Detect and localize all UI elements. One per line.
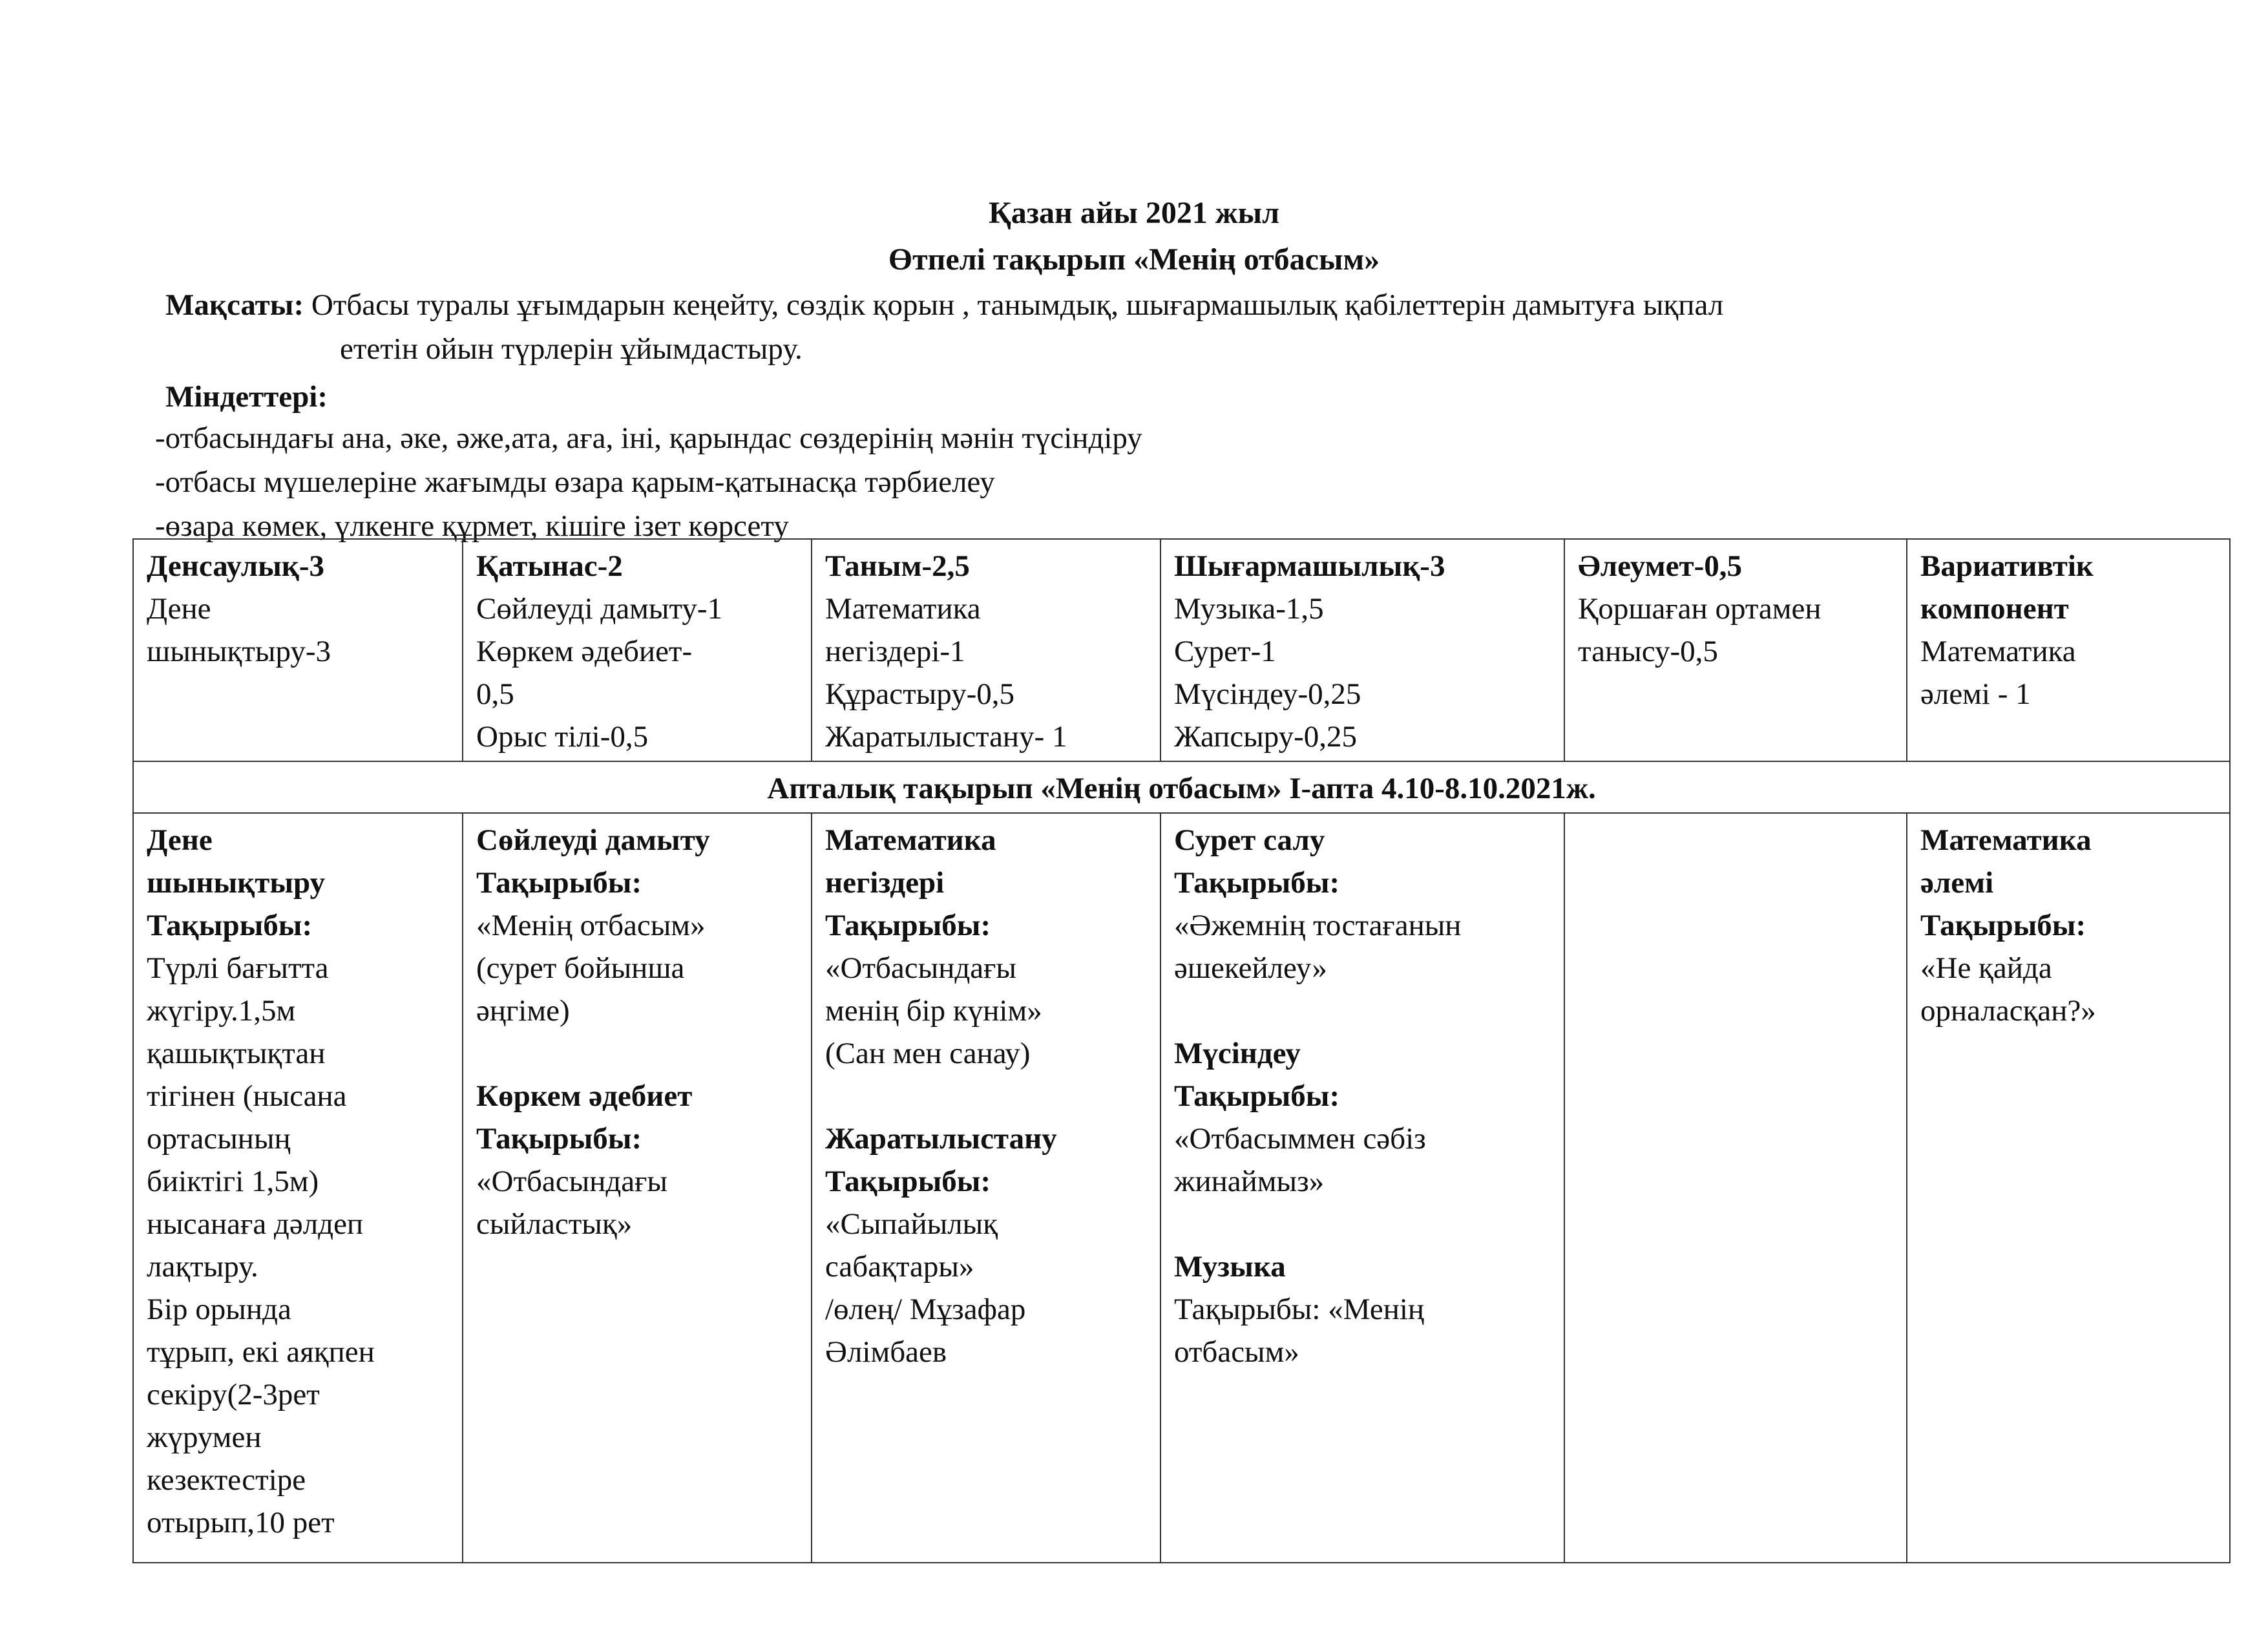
area-line: Мүсіндеу-0,25 [1174,677,1361,711]
lesson-line: «Не қайда [1920,951,2052,985]
lesson-line: биіктігі 1,5м) [147,1165,319,1198]
week-title: Апталық тақырып «Менің отбасым» І-апта 4.10-8.10.2021ж. [133,761,2230,813]
area-line: Музыка-1,5 [1174,592,1324,626]
spacer [825,1075,1147,1117]
area-line: Жапсыру-0,25 [1174,720,1358,754]
area-cell-creativity [1160,539,1564,761]
lesson-line: «Менің отбасым» [476,909,706,942]
lesson-line: «Отбасындағы [825,951,1016,985]
lesson-title: шынықтыру [147,866,326,900]
goal-block [165,283,2181,371]
lesson-topic-label: Тақырыбы: [476,1122,642,1156]
area-line: негіздері-1 [825,635,965,668]
lesson-line: Бір орында [147,1293,291,1326]
lesson-topic-label: Тақырыбы: [1174,866,1340,900]
document-title: Қазан айы 2021 жыл [988,196,1280,230]
lesson-line: нысанаға дәлдеп [147,1207,364,1241]
area-cell-variative [1907,539,2230,761]
lesson-cell-creativity [1160,813,1564,1563]
lesson-line: (сурет бойынша [476,951,685,985]
lesson-title: Сурет салу [1174,823,1325,857]
lesson-line: менің бір күнім» [825,994,1042,1028]
lesson-topic-label: Тақырыбы: [476,866,642,900]
lesson-line: тұрып, екі аяқпен [147,1335,375,1369]
area-line: танысу-0,5 [1578,635,1718,668]
goal-text-line-1: Отбасы туралы ұғымдарын кеңейту, сөздік қорын , танымдық, шығармашылық қабілеттерін дамытуға ықпал [311,288,1724,322]
lesson-line: жүгіру.1,5м [147,994,296,1028]
lesson-topic-label: Тақырыбы: [825,909,991,942]
area-line: Сурет-1 [1174,635,1276,668]
area-line: Орыс тілі-0,5 [476,720,649,754]
lesson-line: орналасқан?» [1920,994,2096,1028]
goal-text-line-2: ететін ойын түрлерін ұйымдастыру. [340,332,803,366]
lesson-cell-physical [133,813,463,1563]
lesson-topic-label: Тақырыбы: [147,909,313,942]
lesson-title: негіздері [825,866,945,900]
area-cell-health [133,539,463,761]
lesson-line: секіру(2-3рет [147,1378,320,1411]
lesson-cell-social-empty [1564,813,1907,1563]
area-title: Шығармашылық-3 [1174,549,1445,583]
lesson-line: «Сыпайылық [825,1207,998,1241]
area-line: Қоршаған ортамен [1578,592,1822,626]
lesson-line: әшекейлеу» [1174,951,1327,985]
lesson-title: Математика [1920,823,2092,857]
area-title: компонент [1920,592,2069,626]
tasks-list [155,416,1142,548]
lesson-line: Түрлі бағытта [147,951,329,985]
lesson-cell-cognition [812,813,1160,1563]
area-cell-communication [463,539,812,761]
area-title: Денсаулық-3 [147,549,325,583]
lessons-row [133,813,2230,1563]
area-cell-cognition [812,539,1160,761]
lesson-title: әлемі [1920,866,1994,900]
area-line: Дене [147,592,211,626]
spacer [1174,1203,1551,1245]
tasks-label: Міндеттері: [165,380,328,414]
lesson-line: ортасының [147,1122,291,1156]
spacer [476,1032,798,1075]
lesson-line: жинаймыз» [1174,1165,1325,1198]
lesson-topic-label: Тақырыбы: [1920,909,2086,942]
lesson-topic-label: Тақырыбы: [1174,1079,1340,1113]
lesson-line: /өлең/ Мұзафар [825,1293,1026,1326]
area-line: Құрастыру-0,5 [825,677,1014,711]
lesson-line: Әлімбаев [825,1335,947,1369]
lesson-line: лақтыру. [147,1250,258,1284]
lesson-title: Математика [825,823,996,857]
lesson-title: Сөйлеуді дамыту [476,823,710,857]
lesson-cell-variative [1907,813,2230,1563]
week-row [133,761,2230,813]
areas-row [133,539,2230,761]
area-line: шынықтыру-3 [147,635,331,668]
area-line: 0,5 [476,677,514,711]
lesson-line: отырып,10 рет [147,1506,335,1539]
area-line: Математика [1920,635,2076,668]
lesson-line: тігінен (нысана [147,1079,347,1113]
lesson-title: Жаратылыстану [825,1122,1057,1156]
area-title: Қатынас-2 [476,549,623,583]
spacer [1174,989,1551,1032]
lesson-title: Дене [147,823,213,857]
plan-table [132,538,2231,1563]
lesson-line: сабақтары» [825,1250,974,1284]
lesson-line: (Сан мен санау) [825,1037,1031,1070]
lesson-line: қашықтықтан [147,1037,326,1070]
lesson-line: жүрумен [147,1421,262,1454]
lesson-title: Көркем әдебиет [476,1079,693,1113]
area-cell-social [1564,539,1907,761]
lesson-line: кезектестіре [147,1463,306,1497]
goal-label: Мақсаты: [165,288,304,322]
lesson-line: отбасым» [1174,1335,1299,1369]
area-line: Көркем әдебиет- [476,635,693,668]
lesson-line: «Әжемнің тостағанын [1174,909,1462,942]
area-line: Математика [825,592,981,626]
lesson-line: «Отбасындағы [476,1165,667,1198]
area-line: Жаратылыстану- 1 [825,720,1067,754]
area-line: әлемі - 1 [1920,677,2031,711]
document-subtitle: Өтпелі тақырып «Менің отбасым» [888,242,1380,277]
lesson-line: «Отбасыммен сәбіз [1174,1122,1426,1156]
lesson-cell-communication [463,813,812,1563]
area-title: Вариативтік [1920,549,2094,583]
lesson-title: Музыка [1174,1250,1286,1284]
lesson-line: сыйластық» [476,1207,633,1241]
task-item: -өзара көмек, үлкенге құрмет, кішіге ізет көрсету [155,509,789,543]
lesson-line: Тақырыбы: «Менің [1174,1293,1425,1326]
area-line: Сөйлеуді дамыту-1 [476,592,723,626]
task-item: -отбасындағы ана, әке, әже,ата, аға, іні, қарындас сөздерінің мәнін түсіндіру [155,421,1142,455]
task-item: -отбасы мүшелеріне жағымды өзара қарым-қатынасқа тәрбиелеу [155,465,995,499]
lesson-line: әңгіме) [476,994,570,1028]
lesson-topic-label: Тақырыбы: [825,1165,991,1198]
area-title: Әлеумет-0,5 [1578,549,1743,583]
area-title: Таным-2,5 [825,549,970,583]
lesson-title: Мүсіндеу [1174,1037,1301,1070]
